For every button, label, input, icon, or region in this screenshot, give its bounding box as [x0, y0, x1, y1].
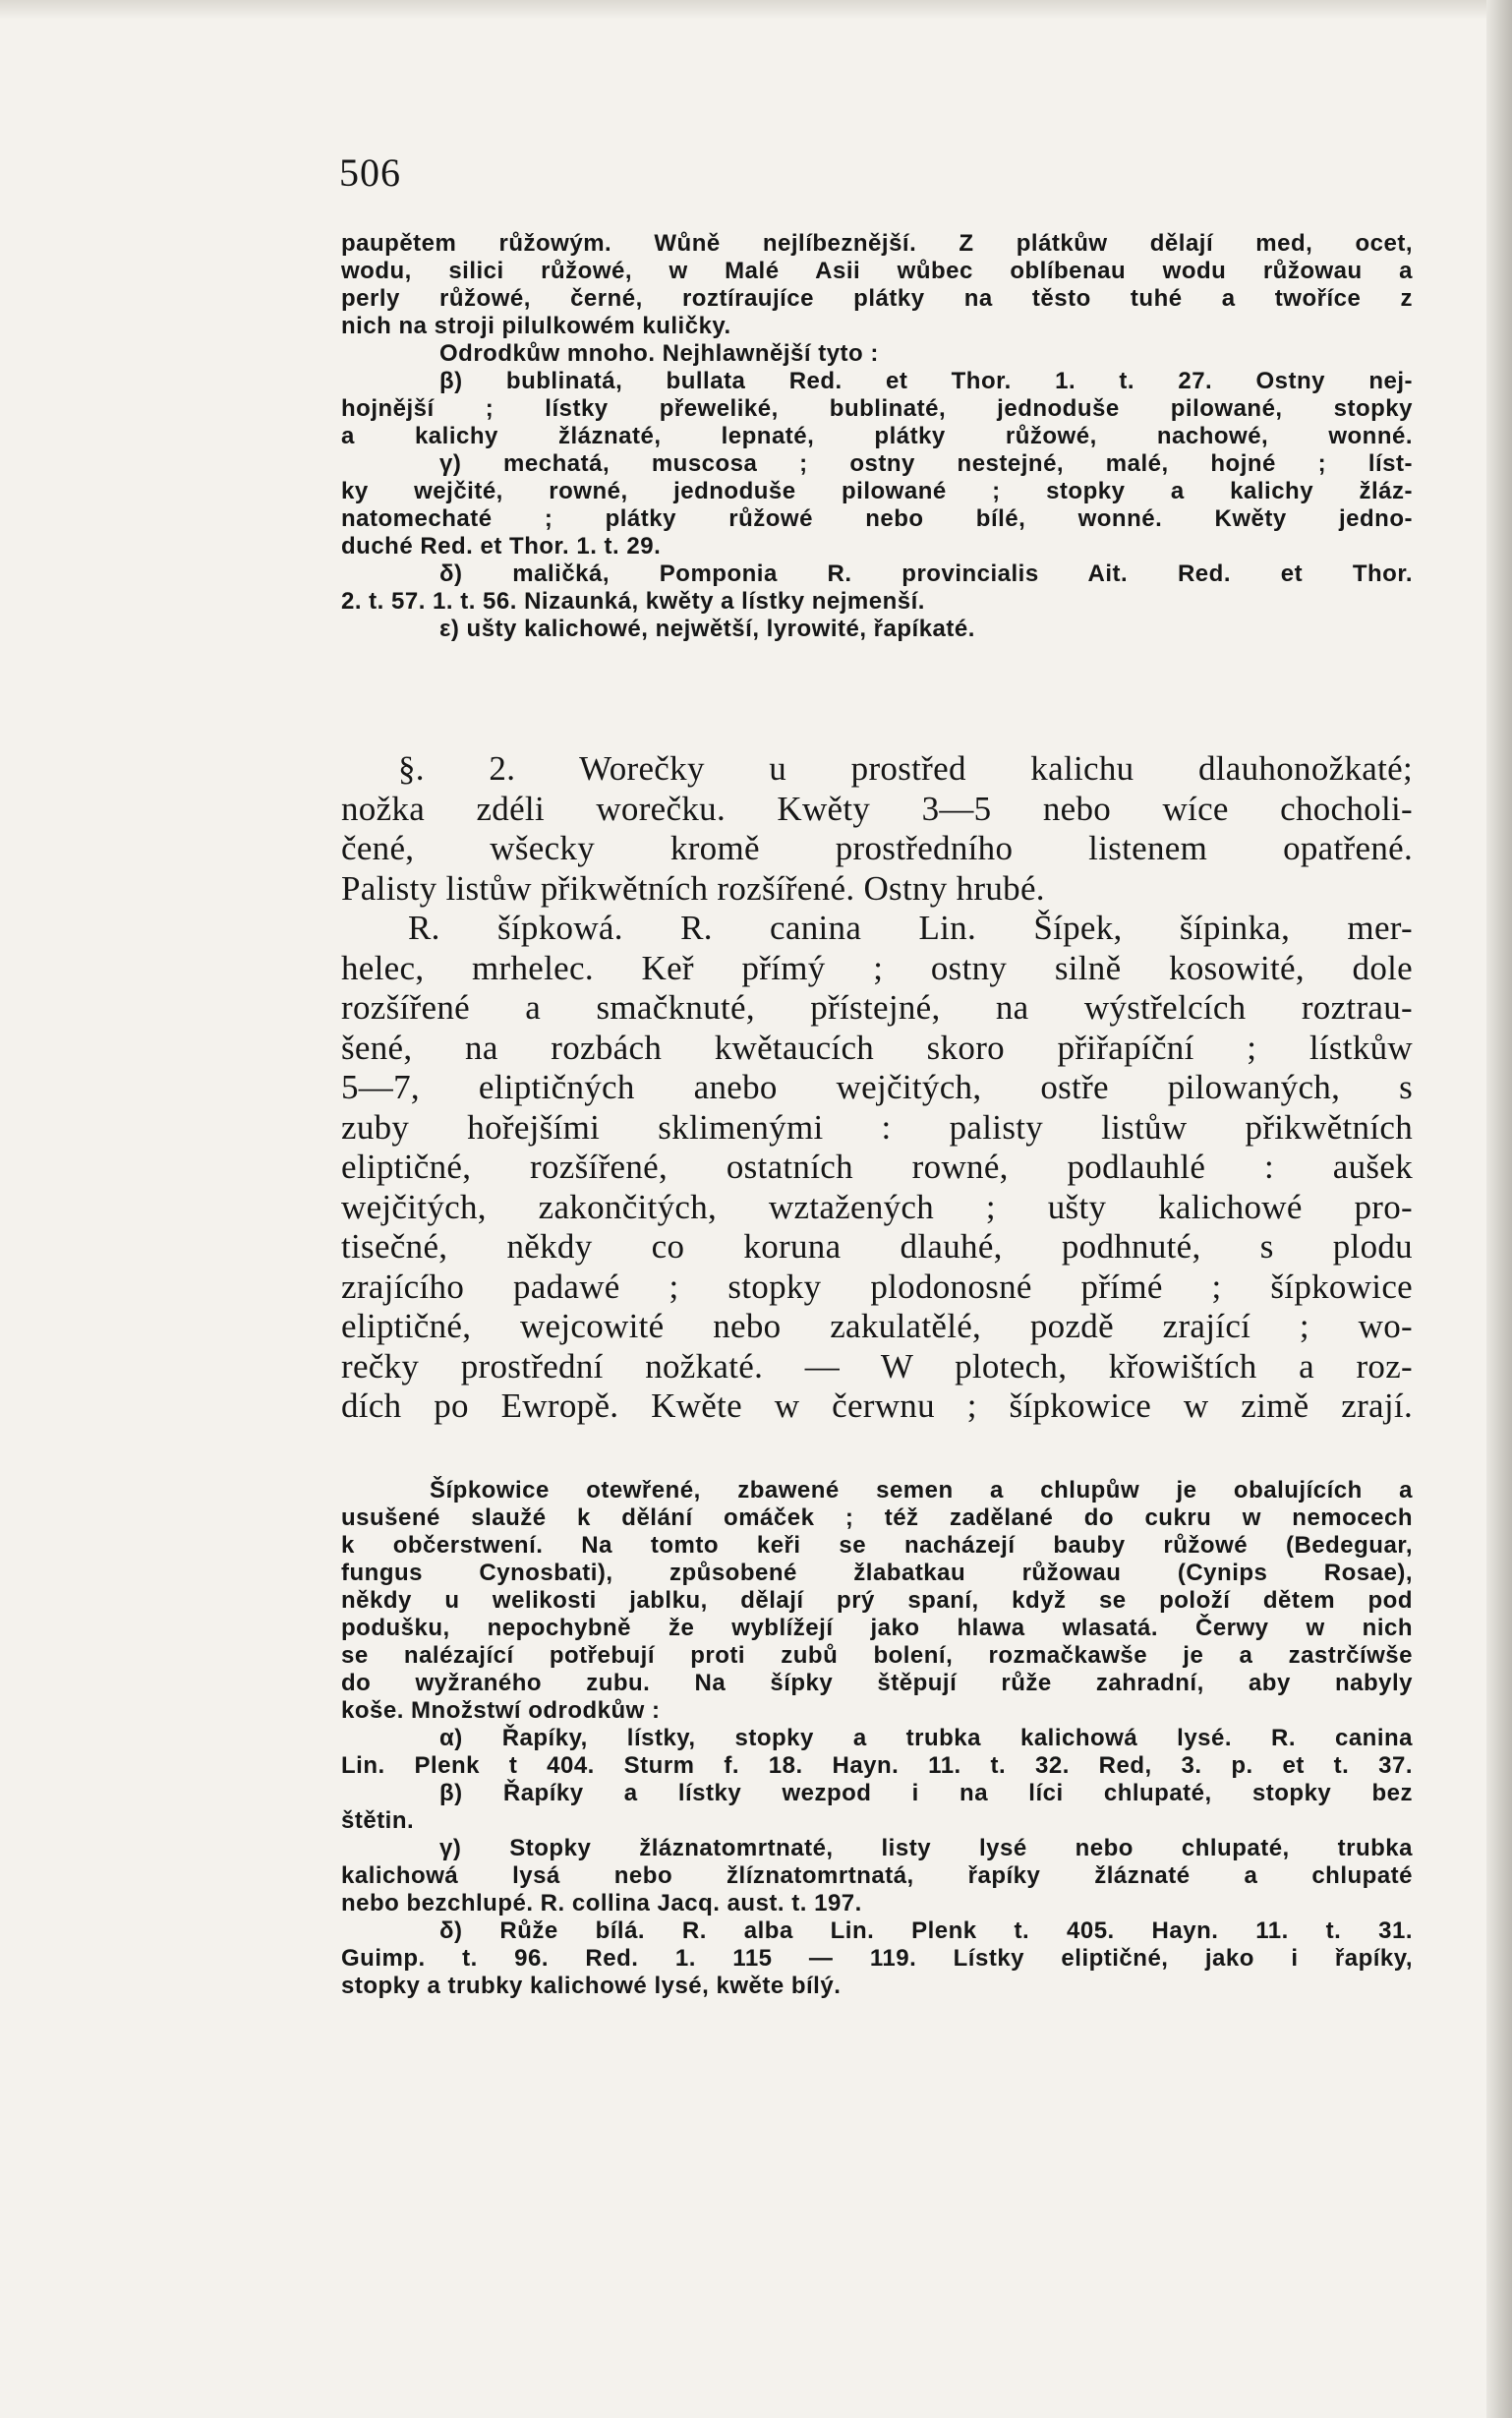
text-line: zuby hořejšími sklimenými : palisty listůw přikwětních	[341, 1107, 1413, 1147]
text-line: Guimp. t. 96. Red. 1. 115 — 119. Lístky eliptičné, jako i řapíky,	[341, 1945, 1413, 1972]
text-line: šené, na rozbách kwětaucích skoro přiřapíční ; lístkůw	[341, 1028, 1413, 1067]
text-line: δ) Růže bílá. R. alba Lin. Plenk t. 405. Hayn. 11. t. 31.	[439, 1917, 1413, 1944]
text-line: fungus Cynosbati), způsobené žlabatkau růžowau (Cynips Rosae),	[341, 1560, 1413, 1586]
text-line: dích po Ewropě. Kwěte w čerwnu ; šípkowice w zimě zrají.	[341, 1386, 1413, 1425]
text-line: hojnější ; lístky přeweliké, bublinaté, jednoduše pilowané, stopky	[341, 395, 1413, 422]
text-line: koše. Množstwí odrodkůw :	[341, 1697, 661, 1724]
section-heading-line: §. 2. Worečky u prostřed kalichu dlauhonožkaté;	[398, 749, 1413, 788]
text-line: helec, mrhelec. Keř přímý ; ostny silně kosowité, dole	[341, 948, 1413, 987]
text-line: duché Red. et Thor. 1. t. 29.	[341, 533, 662, 560]
text-line: čené, wšecky kromě prostředního listenem opatřené.	[341, 829, 1413, 867]
text-line: štětin.	[341, 1807, 415, 1834]
text-line: rečky prostřední nožkaté. — W plotech, křowištích a roz-	[341, 1346, 1413, 1386]
page-edge-shadow	[1486, 0, 1512, 2418]
text-line: paupětem růžowým. Wůně nejlíbeznější. Z plátkůw dělají med, ocet,	[341, 230, 1413, 257]
text-line: stopky a trubky kalichowé lysé, kwěte bílý.	[341, 1973, 842, 1999]
text-line: a kalichy žláznaté, lepnaté, plátky růžowé, nachowé, wonné.	[341, 423, 1413, 449]
text-line: Lin. Plenk t 404. Sturm f. 18. Hayn. 11. t. 32. Red, 3. p. et t. 37.	[341, 1752, 1413, 1779]
text-line: β) Řapíky a lístky wezpod i na líci chlupaté, stopky bez	[439, 1780, 1413, 1806]
section-2-block	[341, 749, 1413, 1427]
text-line: kalichowá lysá nebo žlíznatomrtnatá, řapíky žláznaté a chlupaté	[341, 1862, 1413, 1889]
text-line: nožka zdéli worečku. Kwěty 3—5 nebo wíce chocholi-	[341, 789, 1413, 828]
text-line: Šípkowice otewřené, zbawené semen a chlupůw je obalujících a	[430, 1477, 1413, 1504]
text-line: zrajícího padawé ; stopky plodonosné přímé ; šípkowice	[341, 1267, 1413, 1306]
text-line: usušené slaužé k dělání omáček ; též zadělané do cukru w nemocech	[341, 1504, 1413, 1531]
species-name-line: R. šípkowá. R. canina Lin. Šípek, šípinka, mer-	[408, 909, 1413, 947]
text-line: Palisty listůw přikwětních rozšířené. Ostny hrubé.	[341, 868, 1045, 908]
text-line: se nalézající potřebují proti zubů bolení, rozmačkawše je a zastrčíwše	[341, 1642, 1413, 1669]
text-line: δ) maličká, Pomponia R. provincialis Ait. Red. et Thor.	[439, 560, 1413, 587]
text-line: k občerstwení. Na tomto keři se nacházejí bauby růžowé (Bedeguar,	[341, 1532, 1413, 1559]
text-line: γ) Stopky žláznatomrtnaté, listy lysé nebo chlupaté, trubka	[439, 1835, 1413, 1861]
text-line: do wyžraného zubu. Na šípky štěpují růže zahradní, aby nabyly	[341, 1670, 1413, 1696]
text-line: wejčitých, zakončitých, wztažených ; ušty kalichowé pro-	[341, 1187, 1413, 1226]
text-line: někdy u welikosti jablku, dělají prý spaní, když se položí dětem pod	[341, 1587, 1413, 1614]
text-line: perly růžowé, černé, roztíraujíce plátky na těsto tuhé a twoříce z	[341, 285, 1413, 312]
text-line: eliptičné, wejcowité nebo zakulatělé, pozdě zrající ; wo-	[341, 1307, 1413, 1345]
page-number: 506	[339, 150, 401, 195]
text-line: α) Řapíky, lístky, stopky a trubka kalichowá lysé. R. canina	[439, 1725, 1413, 1751]
text-line: tisečné, někdy co koruna dlauhé, podhnuté, s plodu	[341, 1227, 1413, 1266]
text-line: β) bublinatá, bullata Red. et Thor. 1. t. 27. Ostny nej-	[439, 368, 1413, 394]
text-line: ky wejčité, rowné, jednoduše pilowané ; stopky a kalichy žláz-	[341, 478, 1413, 504]
text-line: Odrodkůw mnoho. Nejhlawnější tyto :	[439, 340, 879, 367]
text-line: 2. t. 57. 1. t. 56. Nizaunká, kwěty a lístky nejmenší.	[341, 588, 925, 615]
text-line: natomechaté ; plátky růžowé nebo bílé, wonné. Kwěty jedno-	[341, 505, 1413, 532]
text-line: eliptičné, rozšířené, ostatních rowné, podlauhlé : aušek	[341, 1148, 1413, 1186]
uses-and-varieties-block	[341, 1477, 1413, 2000]
text-line: ε) ušty kalichowé, nejwětší, lyrowité, řapíkaté.	[439, 616, 975, 642]
variety-list-block	[341, 230, 1413, 643]
text-line: 5—7, eliptičných anebo wejčitých, ostře pilowaných, s	[341, 1068, 1413, 1106]
text-line: nebo bezchlupé. R. collina Jacq. aust. t. 197.	[341, 1890, 862, 1917]
page-top-shadow	[0, 0, 1512, 20]
text-line: wodu, silici růžowé, w Malé Asii wůbec oblíbenau wodu růžowau a	[341, 258, 1413, 284]
text-line: γ) mechatá, muscosa ; ostny nestejné, malé, hojné ; líst-	[439, 450, 1413, 477]
text-line: nich na stroji pilulkowém kuličky.	[341, 313, 731, 339]
text-line: podušku, nepochybně že wyblížejí jako hlawa wlasatá. Čerwy w nich	[341, 1615, 1413, 1641]
text-line: rozšířené a smačknuté, přístejné, na wýstřelcích roztrau-	[341, 988, 1413, 1027]
